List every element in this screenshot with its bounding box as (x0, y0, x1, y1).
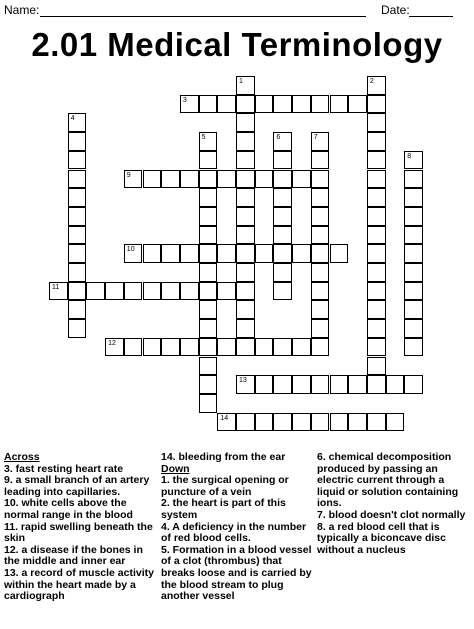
grid-cell[interactable] (199, 226, 218, 245)
grid-cell[interactable] (367, 76, 386, 95)
grid-cell[interactable] (143, 338, 162, 357)
grid-cell[interactable] (292, 338, 311, 357)
grid-cell[interactable] (255, 338, 274, 357)
grid-cell[interactable] (199, 282, 218, 301)
grid-cell[interactable] (273, 413, 292, 432)
grid-cell[interactable] (180, 95, 199, 114)
grid-cell[interactable] (367, 113, 386, 132)
name-label: Name: (4, 3, 40, 17)
grid-cell[interactable] (404, 151, 423, 170)
grid-cell[interactable] (236, 413, 255, 432)
grid-cell[interactable] (404, 188, 423, 207)
grid-cell[interactable] (404, 338, 423, 357)
grid-cell[interactable] (236, 188, 255, 207)
clue-number: 8 (407, 152, 412, 160)
grid-cell[interactable] (311, 300, 330, 319)
grid-cell[interactable] (386, 375, 405, 394)
clue-number: 2 (369, 78, 374, 85)
grid-cell[interactable] (255, 375, 274, 394)
grid-cell[interactable] (404, 263, 423, 282)
down-clues-continued (317, 452, 472, 556)
grid-cell[interactable] (161, 282, 180, 301)
grid-cell[interactable] (311, 338, 330, 357)
grid-cell[interactable] (404, 170, 423, 189)
clue-number: 10 (126, 246, 135, 254)
grid-cell[interactable] (199, 357, 218, 376)
grid-cell[interactable] (367, 207, 386, 226)
grid-cell[interactable] (199, 394, 218, 413)
grid-cell[interactable] (199, 319, 218, 338)
grid-cell[interactable] (255, 170, 274, 189)
clue-number: 4 (70, 115, 75, 123)
grid-cell[interactable] (330, 95, 349, 114)
grid-cell[interactable] (217, 170, 236, 189)
grid-cell[interactable] (180, 170, 199, 189)
grid-cell[interactable] (348, 413, 367, 432)
grid-cell[interactable] (292, 413, 311, 432)
grid-cell[interactable] (68, 188, 87, 207)
grid-cell[interactable] (68, 300, 87, 319)
grid-cell[interactable] (273, 188, 292, 207)
grid-cell[interactable] (273, 95, 292, 114)
grid-cell[interactable] (143, 244, 162, 263)
grid-cell[interactable] (367, 95, 386, 114)
grid-cell[interactable] (199, 244, 218, 263)
grid-cell[interactable] (199, 170, 218, 189)
down-clue: 4. A deficiency in the number of red blood cells. (161, 520, 307, 545)
grid-cell[interactable] (311, 170, 330, 189)
grid-cell[interactable] (199, 338, 218, 357)
grid-cell[interactable] (404, 300, 423, 319)
grid-cell[interactable] (367, 300, 386, 319)
grid-cell[interactable] (367, 263, 386, 282)
grid-cell[interactable] (217, 244, 236, 263)
grid-cell[interactable] (386, 413, 405, 432)
grid-cell[interactable] (236, 300, 255, 319)
grid-cell[interactable] (311, 413, 330, 432)
grid-cell[interactable] (180, 282, 199, 301)
grid-cell[interactable] (68, 113, 87, 132)
grid-cell[interactable] (68, 132, 87, 151)
grid-cell[interactable] (404, 207, 423, 226)
grid-cell[interactable] (367, 319, 386, 338)
grid-cell[interactable] (348, 375, 367, 394)
grid-cell[interactable] (105, 338, 124, 357)
clue-number: 11 (52, 283, 60, 291)
grid-cell[interactable] (273, 282, 292, 301)
grid-cell[interactable] (236, 95, 255, 114)
grid-cell[interactable] (199, 207, 218, 226)
clue-number: 1 (239, 78, 243, 85)
grid-cell[interactable] (236, 170, 255, 189)
grid-cell[interactable] (367, 338, 386, 357)
grid-cell[interactable] (311, 95, 330, 114)
grid-cell[interactable] (273, 226, 292, 245)
grid-cell[interactable] (273, 151, 292, 170)
grid-cell[interactable] (236, 151, 255, 170)
grid-cell[interactable] (367, 188, 386, 207)
grid-cell[interactable] (124, 282, 143, 301)
across-clue: 11. rapid swelling beneath the skin (4, 520, 153, 545)
grid-cell[interactable] (273, 338, 292, 357)
grid-cell[interactable] (199, 132, 218, 151)
grid-cell[interactable] (255, 244, 274, 263)
grid-cell[interactable] (404, 319, 423, 338)
clue-number: 3 (182, 96, 187, 104)
grid-cell[interactable] (311, 319, 330, 338)
grid-cell[interactable] (68, 207, 87, 226)
grid-cell[interactable] (311, 244, 330, 263)
across-clue: 10. white cells above the normal range in the blood (4, 497, 133, 521)
grid-cell[interactable] (367, 282, 386, 301)
clue-number: 9 (126, 171, 131, 179)
grid-cell[interactable] (68, 170, 87, 189)
grid-cell[interactable] (330, 413, 349, 432)
grid-cell[interactable] (255, 95, 274, 114)
grid-cell[interactable] (236, 263, 255, 282)
grid-cell[interactable] (404, 375, 423, 394)
grid-cell[interactable] (236, 319, 255, 338)
down-clue: 8. a red blood cell that is typically a biconcave disc without a nucleus (317, 520, 446, 556)
grid-cell[interactable] (292, 95, 311, 114)
grid-cell[interactable] (161, 338, 180, 357)
grid-cell[interactable] (236, 375, 255, 394)
grid-cell[interactable] (199, 300, 218, 319)
grid-cell[interactable] (367, 132, 386, 151)
grid-cell[interactable] (367, 357, 386, 376)
across-clue: 9. a small branch of an artery leading into capillaries. (4, 474, 150, 498)
grid-cell[interactable] (199, 375, 218, 394)
grid-cell[interactable] (217, 95, 236, 114)
grid-cell[interactable] (236, 244, 255, 263)
grid-cell[interactable] (236, 76, 255, 95)
grid-cell[interactable] (236, 113, 255, 132)
grid-cell[interactable] (124, 170, 143, 189)
clue-number: 7 (313, 134, 318, 142)
down-clue: 6. chemical decomposition produced by passing an electric current through a liquid or solution containing ions. (317, 451, 459, 510)
grid-cell[interactable] (68, 319, 87, 338)
grid-cell[interactable] (292, 170, 311, 189)
grid-cell[interactable] (68, 226, 87, 245)
grid-cell[interactable] (367, 170, 386, 189)
grid-cell[interactable] (180, 244, 199, 263)
grid-cell[interactable] (311, 263, 330, 282)
grid-cell[interactable] (199, 263, 218, 282)
grid-cell[interactable] (180, 338, 199, 357)
clue-number: 6 (276, 134, 281, 142)
grid-cell[interactable] (236, 132, 255, 151)
grid-cell[interactable] (199, 188, 218, 207)
grid-cell[interactable] (217, 282, 236, 301)
grid-cell[interactable] (330, 375, 349, 394)
grid-cell[interactable] (143, 282, 162, 301)
grid-cell[interactable] (273, 132, 292, 151)
grid-cell[interactable] (367, 151, 386, 170)
across-clue: 13. a record of muscle activity within the heart made by a cardiograph (4, 566, 154, 603)
grid-cell[interactable] (217, 413, 236, 432)
grid-cell[interactable] (311, 188, 330, 207)
grid-cell[interactable] (273, 244, 292, 263)
across-clue: 12. a disease if the bones in the middle and inner ear (4, 543, 143, 568)
grid-cell[interactable] (367, 413, 386, 432)
grid-cell[interactable] (124, 244, 143, 263)
grid-cell[interactable] (273, 170, 292, 189)
across-clue: 14. bleeding from the ear (161, 451, 286, 463)
grid-cell[interactable] (124, 338, 143, 357)
grid-cell[interactable] (330, 244, 349, 263)
down-clue: 1. the surgical opening or puncture of a vein (161, 474, 289, 498)
grid-cell[interactable] (311, 282, 330, 301)
clue-number: 14 (220, 414, 229, 422)
grid-cell[interactable] (68, 244, 87, 263)
clue-number: 5 (201, 134, 206, 142)
grid-cell[interactable] (404, 244, 423, 263)
grid-cell[interactable] (217, 338, 236, 357)
grid-cell[interactable] (367, 226, 386, 245)
grid-cell[interactable] (367, 244, 386, 263)
grid-cell[interactable] (255, 413, 274, 432)
grid-cell[interactable] (311, 151, 330, 170)
clue-number: 13 (239, 377, 247, 385)
grid-cell[interactable] (105, 282, 124, 301)
date-label: Date: (381, 3, 410, 17)
down-clue: 2. the heart is part of this system (161, 497, 286, 521)
grid-cell[interactable] (311, 207, 330, 226)
grid-cell[interactable] (367, 375, 386, 394)
grid-cell[interactable] (348, 95, 367, 114)
grid-cell[interactable] (292, 375, 311, 394)
grid-cell[interactable] (273, 263, 292, 282)
grid-cell[interactable] (68, 282, 87, 301)
grid-cell[interactable] (236, 338, 255, 357)
grid-cell[interactable] (404, 282, 423, 301)
clue-number: 12 (108, 339, 116, 347)
grid-cell[interactable] (404, 226, 423, 245)
grid-cell[interactable] (199, 151, 218, 170)
grid-cell[interactable] (236, 282, 255, 301)
grid-cell[interactable] (236, 226, 255, 245)
grid-cell[interactable] (68, 263, 87, 282)
down-clue: 5. Formation in a blood vessel of a clot (thrombus) that breaks loose and is carried by the blood stream to plug another vessel (161, 543, 312, 603)
grid-cell[interactable] (292, 244, 311, 263)
grid-cell[interactable] (273, 207, 292, 226)
grid-cell[interactable] (199, 95, 218, 114)
grid-cell[interactable] (311, 375, 330, 394)
down-clues (161, 452, 313, 603)
grid-cell[interactable] (49, 282, 68, 301)
grid-cell[interactable] (68, 151, 87, 170)
grid-cell[interactable] (311, 132, 330, 151)
grid-cell[interactable] (273, 375, 292, 394)
grid-cell[interactable] (236, 207, 255, 226)
across-heading: Across (4, 451, 40, 463)
grid-cell[interactable] (161, 170, 180, 189)
down-heading: Down (161, 462, 190, 475)
grid-cell[interactable] (311, 226, 330, 245)
down-clue: 7. blood doesn't clot normally (317, 508, 466, 521)
page-title: 2.01 Medical Terminology (31, 26, 443, 63)
grid-cell[interactable] (86, 282, 105, 301)
across-clues (4, 452, 156, 603)
grid-cell[interactable] (143, 170, 162, 189)
grid-cell[interactable] (161, 244, 180, 263)
across-clue: 3. fast resting heart rate (4, 462, 124, 475)
